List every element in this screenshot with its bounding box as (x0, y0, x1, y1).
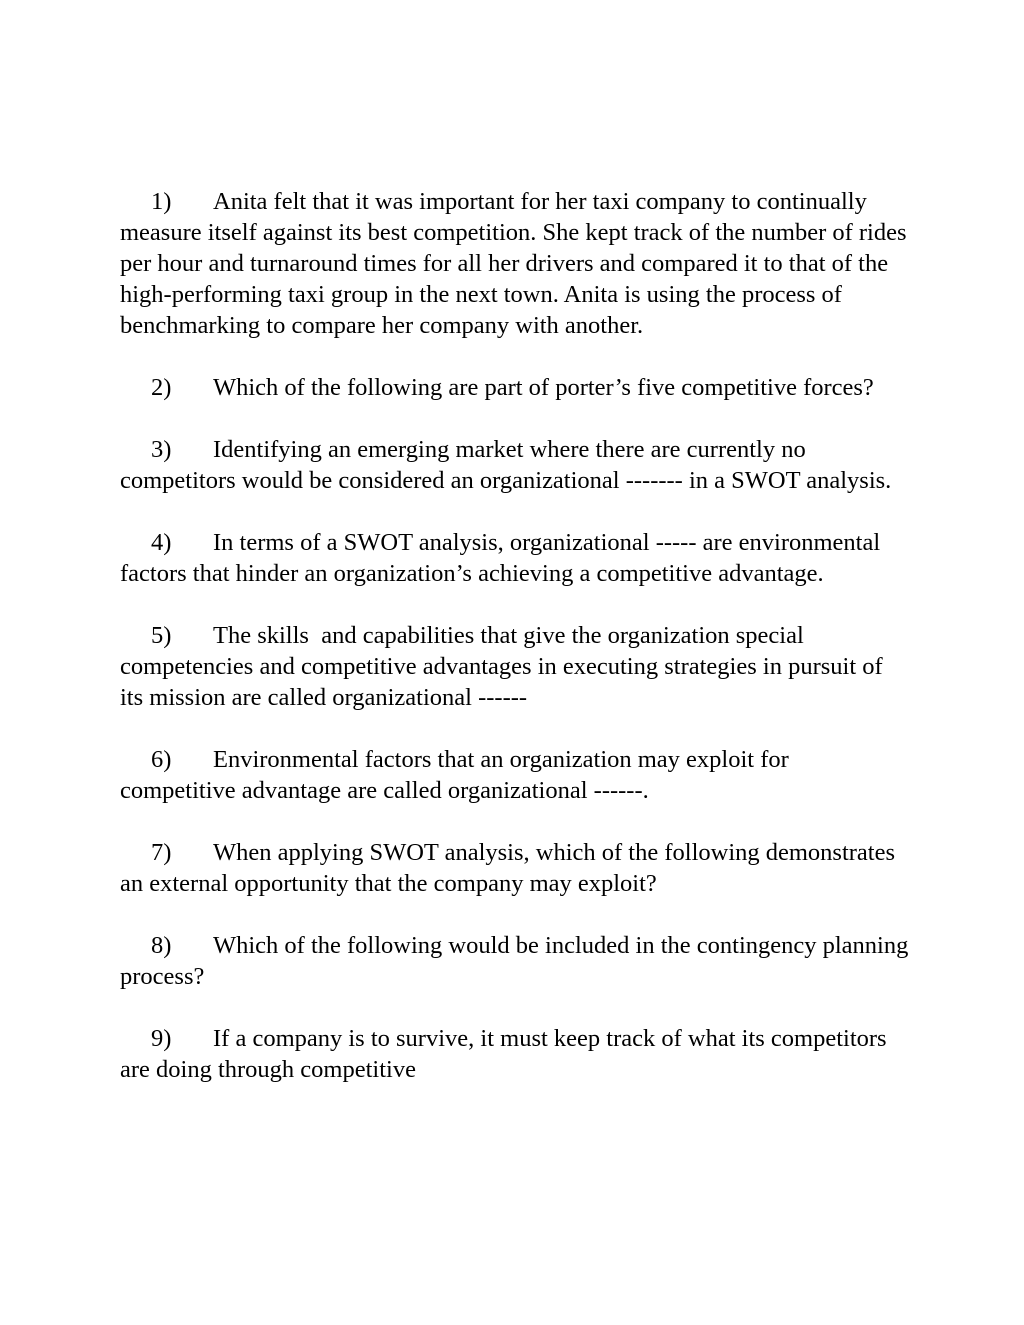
question-number: 2) (151, 374, 172, 401)
question-text: When applying SWOT analysis, which of the following demonstrates an external opportunity that the company may exploit? (120, 839, 896, 897)
question-number: 5) (151, 622, 172, 649)
question-text: Anita felt that it was important for her taxi company to continually measure itself against its best competition. She kept track of the number of rides per hour and turnaround times for all her drivers and compared it to that of the high-performing taxi group in the next town. Anita is using the process of benchmarking to compare her company with another. (120, 188, 907, 339)
question-1 (120, 186, 910, 341)
question-text: The skills and capabilities that give the organization special competencies and competitive advantages in executing strategies in pursuit of its mission are called organizational ------ (120, 622, 889, 711)
question-text: Which of the following are part of porter’s five competitive forces? (213, 374, 874, 401)
question-6 (120, 744, 910, 806)
question-number: 8) (151, 932, 172, 959)
question-text: Which of the following would be included in the contingency planning process? (120, 932, 909, 990)
question-7 (120, 837, 910, 899)
question-number: 9) (151, 1025, 172, 1052)
question-number: 7) (151, 839, 172, 866)
question-text: In terms of a SWOT analysis, organizational ----- are environmental factors that hinder an organization’s achieving a competitive advantage. (120, 529, 881, 587)
document-page (120, 186, 910, 1116)
question-2 (120, 372, 910, 403)
question-5 (120, 620, 910, 713)
question-3 (120, 434, 910, 496)
question-number: 6) (151, 746, 172, 773)
question-text: Environmental factors that an organization may exploit for competitive advantage are called organizational ------. (120, 746, 789, 804)
question-text: Identifying an emerging market where there are currently no competitors would be considered an organizational ------- in a SWOT analysis. (120, 436, 892, 494)
question-8 (120, 930, 910, 992)
question-text: If a company is to survive, it must keep track of what its competitors are doing through competitive (120, 1025, 887, 1083)
question-number: 1) (151, 188, 172, 215)
question-4 (120, 527, 910, 589)
question-number: 3) (151, 436, 172, 463)
question-9 (120, 1023, 910, 1085)
question-number: 4) (151, 529, 172, 556)
